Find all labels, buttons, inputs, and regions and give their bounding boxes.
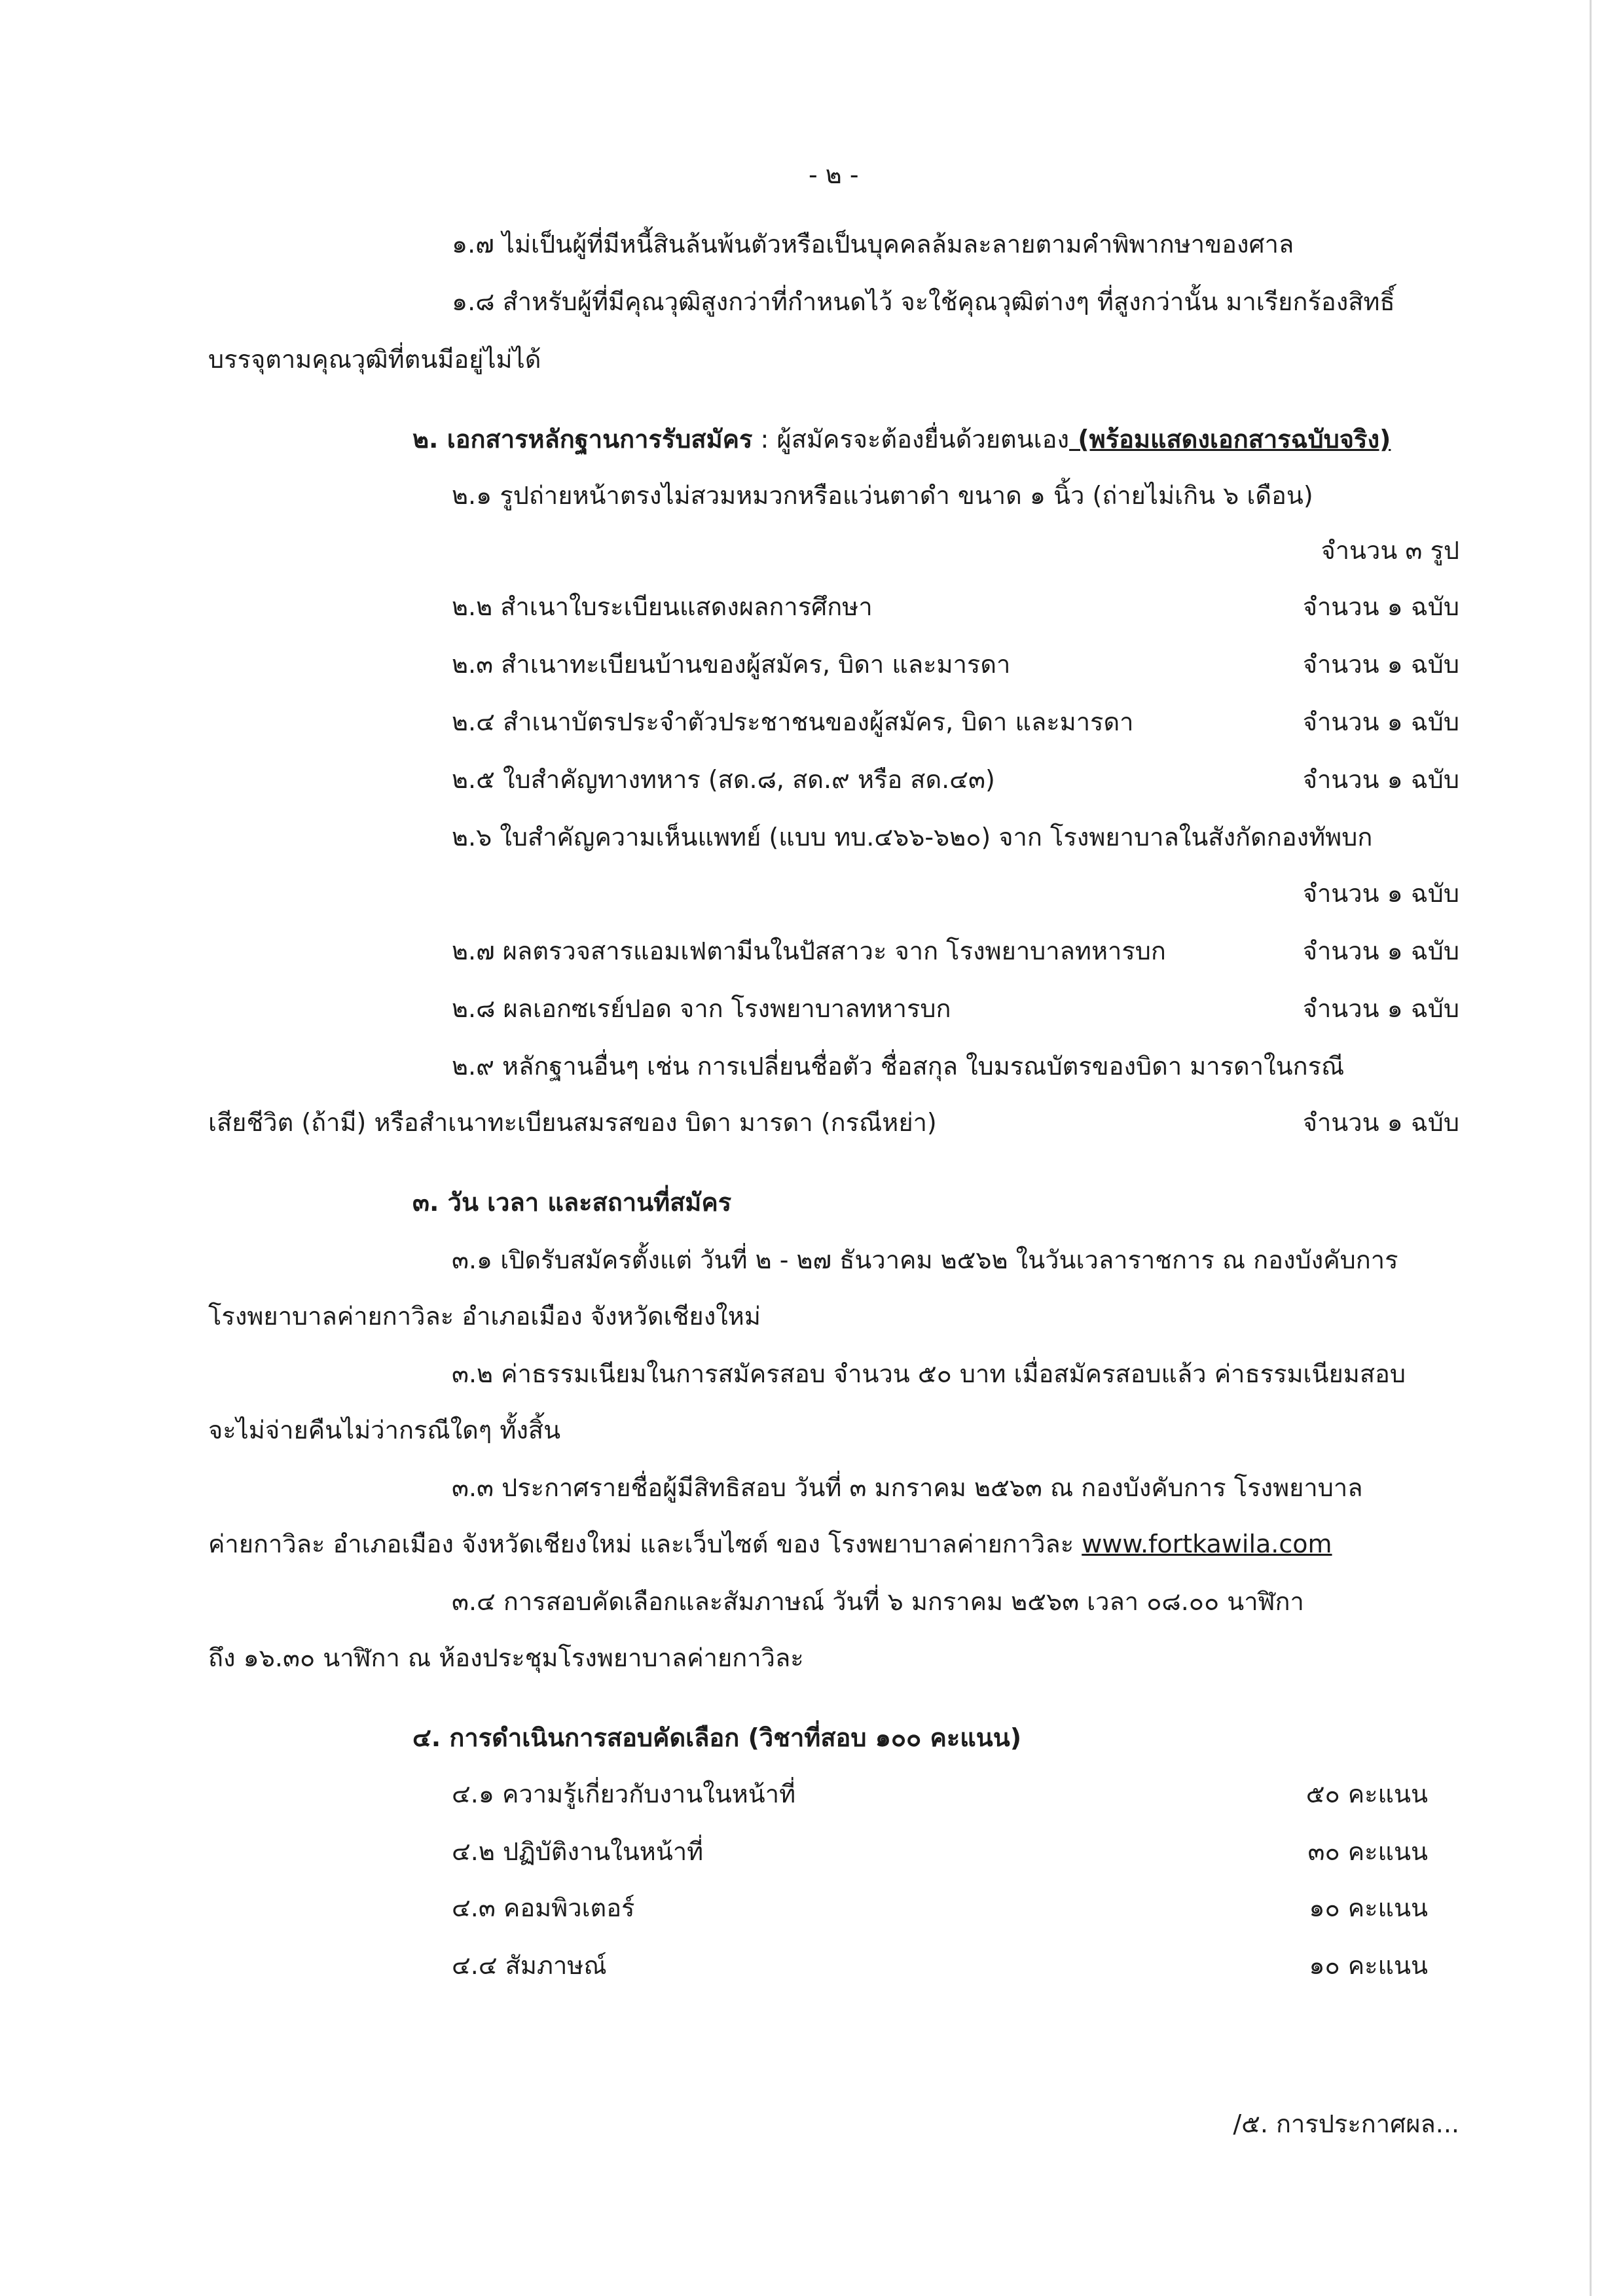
item-4-4: ๔.๔ สัมภาษณ์ xyxy=(452,1951,607,1980)
item-1-8-line1: ๑.๘ สำหรับผู้ที่มีคุณวุฒิสูงกว่าที่กำหนดไว้ จะใช้คุณวุฒิต่างๆ ที่สูงกว่านั้น มาเรียกร้องสิทธิ์ xyxy=(452,287,1395,316)
item-2-9-line1: ๒.๙ หลักฐานอื่นๆ เช่น การเปลี่ยนชื่อตัว ชื่อสกุล ใบมรณบัตรของบิดา มารดาในกรณี xyxy=(452,1052,1345,1081)
item-2-9-line2: เสียชีวิต (ถ้ามี) หรือสำเนาทะเบียนสมรสของ บิดา มารดา (กรณีหย่า) xyxy=(208,1108,937,1137)
item-3-4-line2: ถึง ๑๖.๓๐ นาฬิกา ณ ห้องประชุมโรงพยาบาลค่ายกาวิละ xyxy=(208,1643,804,1672)
item-2-8-qty: จำนวน ๑ ฉบับ xyxy=(1302,994,1459,1023)
item-3-2-line2: จะไม่จ่ายคืนไม่ว่ากรณีใดๆ ทั้งสิ้น xyxy=(208,1416,561,1444)
item-2-1: ๒.๑ รูปถ่ายหน้าตรงไม่สวมหมวกหรือแว่นตาดำ ขนาด ๑ นิ้ว (ถ่ายไม่เกิน ๖ เดือน) xyxy=(452,481,1313,510)
item-2-7-qty: จำนวน ๑ ฉบับ xyxy=(1302,937,1459,965)
item-4-1: ๔.๑ ความรู้เกี่ยวกับงานในหน้าที่ xyxy=(452,1780,796,1808)
continuation-text: /๕. การประกาศผล... xyxy=(1233,2109,1459,2138)
item-2-8: ๒.๘ ผลเอกซเรย์ปอด จาก โรงพยาบาลทหารบก xyxy=(452,994,951,1023)
item-2-9-qty: จำนวน ๑ ฉบับ xyxy=(1302,1108,1459,1137)
item-4-1-score: ๕๐ คะแนน xyxy=(1305,1780,1428,1808)
item-1-8-line2: บรรจุตามคุณวุฒิที่ตนมีอยู่ไม่ได้ xyxy=(208,345,541,374)
item-2-4: ๒.๔ สำเนาบัตรประจำตัวประชาชนของผู้สมัคร, บิดา และมารดา xyxy=(452,708,1134,736)
item-4-4-score: ๑๐ คะแนน xyxy=(1309,1951,1428,1980)
item-4-2-score: ๓๐ คะแนน xyxy=(1307,1837,1428,1866)
section2-heading-text: : ผู้สมัครจะต้องยื่นด้วยตนเอง xyxy=(752,425,1070,454)
item-2-5-qty: จำนวน ๑ ฉบับ xyxy=(1302,765,1459,794)
item-2-6-qty: จำนวน ๑ ฉบับ xyxy=(1302,879,1459,908)
section2-heading xyxy=(412,427,1391,452)
item-2-4-qty: จำนวน ๑ ฉบับ xyxy=(1302,708,1459,736)
item-2-1-qty: จำนวน ๓ รูป xyxy=(1321,536,1459,565)
item-3-3-line1: ๓.๓ ประกาศรายชื่อผู้มีสิทธิสอบ วันที่ ๓ มกราคม ๒๕๖๓ ณ กองบังคับการ โรงพยาบาล xyxy=(452,1473,1363,1502)
item-2-6: ๒.๖ ใบสำคัญความเห็นแพทย์ (แบบ ทบ.๔๖๖-๖๒๐) จาก โรงพยาบาลในสังกัดกองทัพบก xyxy=(452,823,1373,852)
item-2-2: ๒.๒ สำเนาใบระเบียนแสดงผลการศึกษา xyxy=(452,592,873,621)
section3-heading: ๓. วัน เวลา และสถานที่สมัคร xyxy=(412,1188,732,1217)
page-number: - ๒ - xyxy=(809,160,859,189)
item-1-7: ๑.๗ ไม่เป็นผู้ที่มีหนี้สินล้นพ้นตัวหรือเป็นบุคคลล้มละลายตามคำพิพากษาของศาล xyxy=(452,230,1294,259)
website-link[interactable]: www.fortkawila.com xyxy=(1082,1530,1332,1558)
item-3-2-line1: ๓.๒ ค่าธรรมเนียมในการสมัครสอบ จำนวน ๕๐ บาท เมื่อสมัครสอบแล้ว ค่าธรรมเนียมสอบ xyxy=(452,1359,1406,1388)
item-4-3: ๔.๓ คอมพิวเตอร์ xyxy=(452,1893,635,1922)
item-2-3-qty: จำนวน ๑ ฉบับ xyxy=(1302,650,1459,679)
item-3-4-line1: ๓.๔ การสอบคัดเลือกและสัมภาษณ์ วันที่ ๖ มกราคม ๒๕๖๓ เวลา ๐๘.๐๐ นาฬิกา xyxy=(452,1587,1304,1616)
section2-heading-title: ๒. เอกสารหลักฐานการรับสมัคร xyxy=(412,425,753,454)
item-4-3-score: ๑๐ คะแนน xyxy=(1309,1893,1428,1922)
section2-heading-note: (พร้อมแสดงเอกสารฉบับจริง) xyxy=(1069,425,1391,454)
item-2-7: ๒.๗ ผลตรวจสารแอมเฟตามีนในปัสสาวะ จาก โรงพยาบาลทหารบก xyxy=(452,937,1166,965)
item-2-2-qty: จำนวน ๑ ฉบับ xyxy=(1302,592,1459,621)
item-2-3: ๒.๓ สำเนาทะเบียนบ้านของผู้สมัคร, บิดา และมารดา xyxy=(452,650,1011,679)
item-3-1-line2: โรงพยาบาลค่ายกาวิละ อำเภอเมือง จังหวัดเชียงใหม่ xyxy=(208,1302,761,1331)
item-3-1-line1: ๓.๑ เปิดรับสมัครตั้งแต่ วันที่ ๒ - ๒๗ ธันวาคม ๒๕๖๒ ในวันเวลาราชการ ณ กองบังคับการ xyxy=(452,1246,1398,1274)
item-2-5: ๒.๕ ใบสำคัญทางทหาร (สด.๘, สด.๙ หรือ สด.๔๓) xyxy=(452,765,995,794)
section4-heading: ๔. การดำเนินการสอบคัดเลือก (วิชาที่สอบ ๑๐๐ คะแนน) xyxy=(412,1723,1022,1752)
item-3-3-line2-text: ค่ายกาวิละ อำเภอเมือง จังหวัดเชียงใหม่ และเว็บไซต์ ของ โรงพยาบาลค่ายกาวิละ xyxy=(208,1530,1082,1558)
item-3-3-line2 xyxy=(208,1532,1332,1556)
page-edge-line xyxy=(1590,0,1592,2296)
item-4-2: ๔.๒ ปฏิบัติงานในหน้าที่ xyxy=(452,1837,704,1866)
